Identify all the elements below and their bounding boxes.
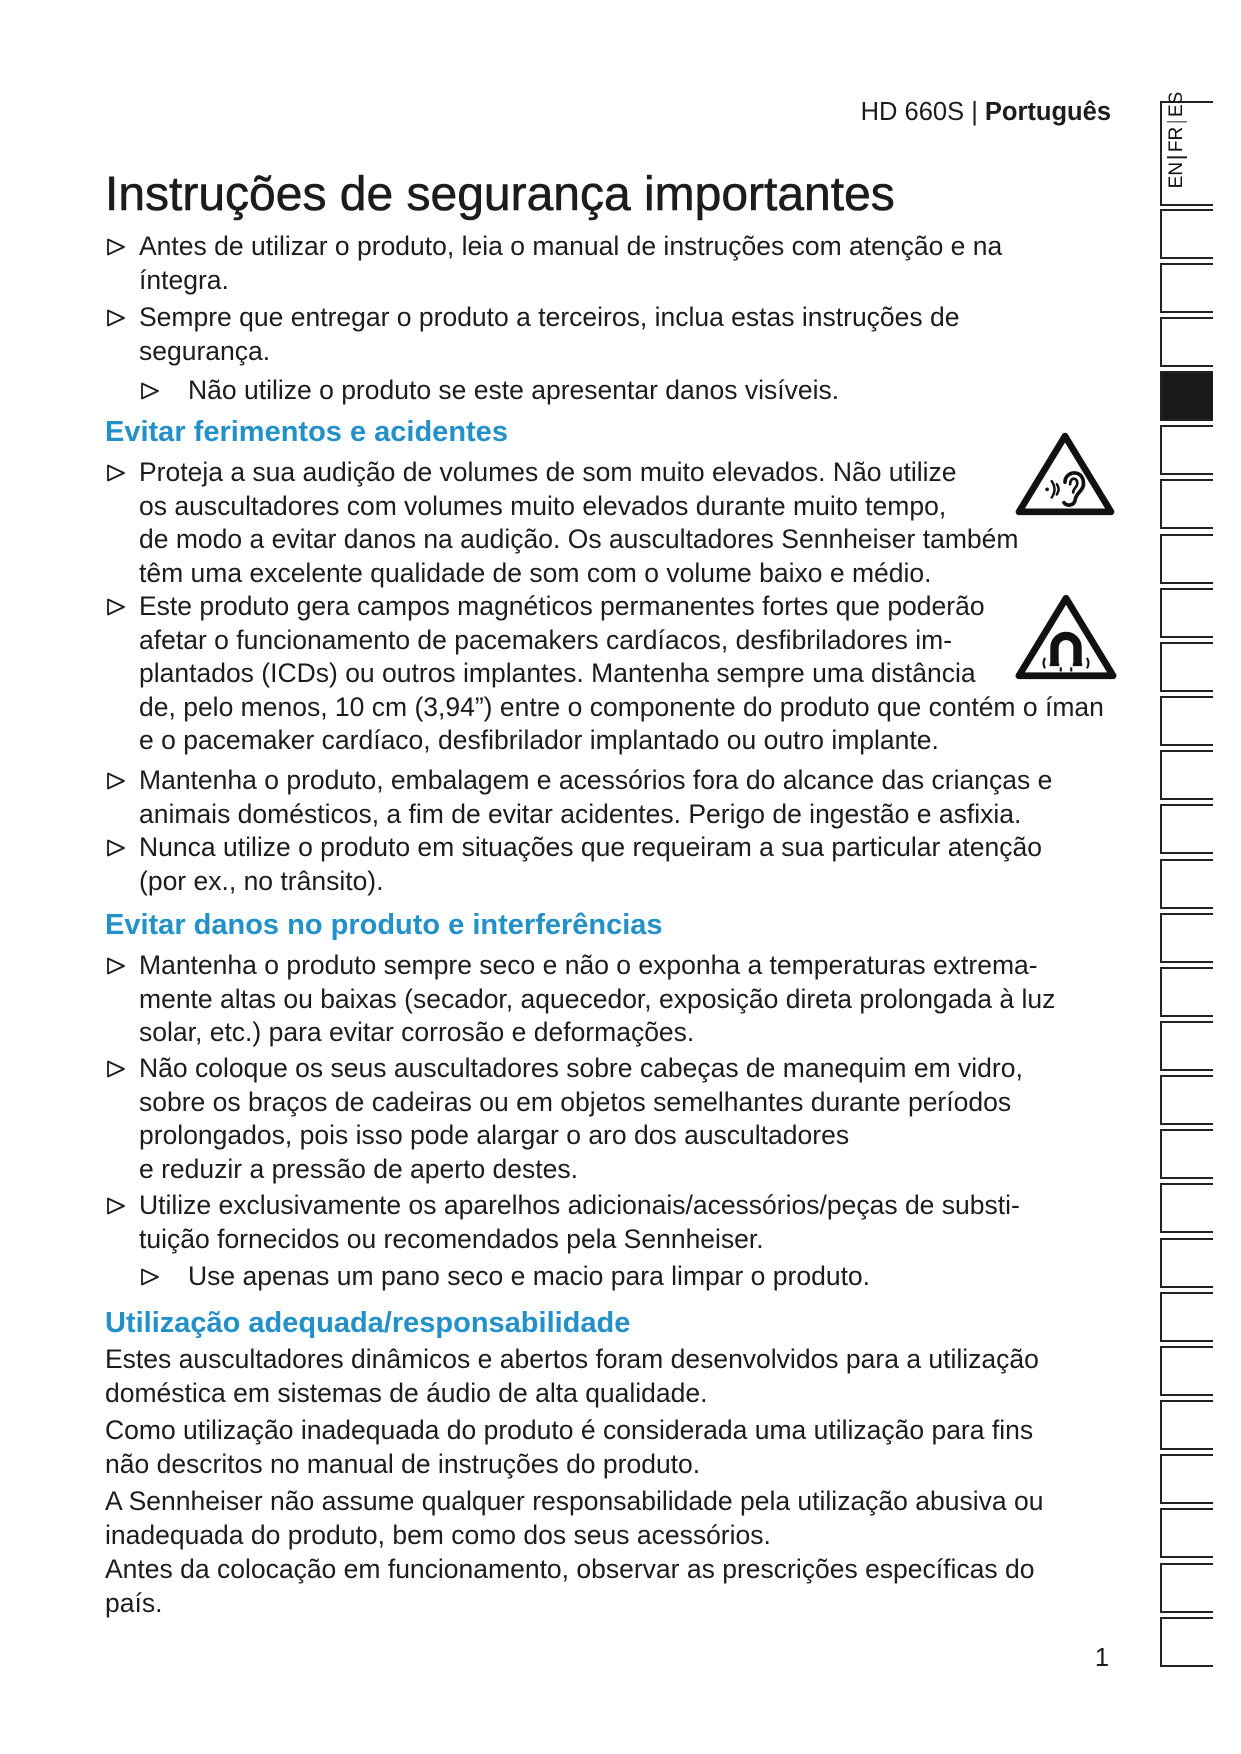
bullet-item bbox=[139, 301, 1139, 368]
bullet-text: Mantenha o produto, embalagem e acessórios fora do alcance das crianças e animais domésticos, a fim de evitar acidentes. Perigo de ingestão e asfixia. bbox=[139, 765, 1053, 829]
magnetic-field-warning-icon bbox=[1012, 592, 1120, 682]
triangle-bullet-icon bbox=[106, 1197, 126, 1215]
language-tab-label bbox=[1166, 92, 1188, 189]
section-heading-damage: Evitar danos no produto e interferências bbox=[105, 909, 663, 941]
language-code: EN bbox=[1166, 161, 1187, 189]
usage-paragraph: Como utilização inadequada do produto é considerada uma utilização para fins não descritos no manual de instruções do produto. bbox=[105, 1415, 1034, 1479]
sub-bullet-item bbox=[188, 374, 1138, 408]
bullet-text: Este produto gera campos magnéticos permanentes fortes que poderão afetar o funcionamento de pacemakers cardíacos, desfibriladores im- plantados (ICDs) ou outros implantes. Mantenha sempre uma distância de, pelo menos, 10 cm (3,94”) entre o componente do produto que contém o íman e o pacemaker cardíaco, desfibrilador implantado ou outro implante. bbox=[139, 591, 1104, 755]
bullet-text: Antes de utilizar o produto, leia o manual de instruções com atenção e na íntegra. bbox=[139, 231, 1003, 295]
section-heading-usage: Utilização adequada/responsabilidade bbox=[105, 1307, 631, 1339]
triangle-bullet-icon bbox=[140, 382, 160, 400]
bullet-item bbox=[139, 230, 1139, 297]
bullet-item bbox=[139, 831, 1139, 898]
sub-bullet-text: Use apenas um pano seco e macio para limpar o produto. bbox=[188, 1261, 871, 1291]
usage-paragraph: A Sennheiser não assume qualquer responsabilidade pela utilização abusiva ou inadequada do produto, bem como dos seus acessórios. bbox=[105, 1486, 1044, 1550]
running-header bbox=[861, 97, 1111, 127]
side-tab bbox=[1160, 1129, 1213, 1179]
side-tab bbox=[1160, 263, 1213, 313]
language-code: ES bbox=[1166, 91, 1187, 118]
side-tab bbox=[1160, 913, 1213, 963]
side-tab bbox=[1160, 1563, 1213, 1613]
triangle-bullet-icon bbox=[140, 1268, 160, 1286]
side-tab bbox=[1160, 425, 1213, 475]
bullet-text: Mantenha o produto sempre seco e não o exponha a temperaturas extrema- mente altas ou baixas (secador, aquecedor, exposição direta prolongada à luz solar, etc.) para evitar corrosão e deformações. bbox=[139, 950, 1056, 1047]
language-separator bbox=[1167, 156, 1187, 158]
triangle-bullet-icon bbox=[106, 464, 126, 482]
bullet-text: Proteja a sua audição de volumes de som muito elevados. Não utilize os auscultadores com volumes muito elevados durante muito tempo, de modo a evitar danos na audição. Os auscultadores Sennheiser também têm uma excelente qualidade de som com o volume baixo e médio. bbox=[139, 457, 1019, 588]
side-tab bbox=[1160, 1021, 1213, 1071]
side-tab bbox=[1160, 1617, 1213, 1667]
usage-paragraph: Antes da colocação em funcionamento, observar as prescrições específicas do país. bbox=[105, 1554, 1035, 1618]
triangle-bullet-icon bbox=[106, 598, 126, 616]
side-tab bbox=[1160, 967, 1213, 1017]
hearing-damage-warning-icon bbox=[1012, 430, 1118, 518]
usage-paragraph: Estes auscultadores dinâmicos e abertos foram desenvolvidos para a utilização doméstica em sistemas de áudio de alta qualidade. bbox=[105, 1344, 1039, 1408]
bullet-text: Não coloque os seus auscultadores sobre cabeças de manequim em vidro, sobre os braços de cadeiras ou em objetos semelhantes durante períodos prolongados, pois isso pode alargar o aro dos auscultadores e reduzir a pressão de aperto destes. bbox=[139, 1053, 1023, 1184]
header-language: Português bbox=[984, 98, 1111, 126]
side-tab bbox=[1160, 750, 1213, 800]
triangle-bullet-icon bbox=[106, 957, 126, 975]
page-title: Instruções de segurança importantes bbox=[105, 168, 895, 221]
language-separator bbox=[1167, 121, 1187, 123]
side-tab bbox=[1160, 1238, 1213, 1288]
side-tab bbox=[1160, 1075, 1213, 1125]
section-heading-injury: Evitar ferimentos e acidentes bbox=[105, 416, 508, 448]
side-tab bbox=[1160, 534, 1213, 584]
triangle-bullet-icon bbox=[106, 839, 126, 857]
language-code: FR bbox=[1166, 126, 1187, 153]
side-tab bbox=[1160, 1346, 1213, 1396]
side-tab bbox=[1160, 1183, 1213, 1233]
bullet-item bbox=[139, 1189, 1139, 1256]
bullet-item bbox=[139, 456, 1139, 590]
side-tab bbox=[1160, 209, 1213, 259]
header-model: HD 660S bbox=[860, 98, 965, 126]
side-tab bbox=[1160, 859, 1213, 909]
page-number: 1 bbox=[1094, 1644, 1109, 1672]
header-separator: | bbox=[971, 98, 978, 126]
bullet-item bbox=[139, 590, 1139, 758]
side-tab bbox=[1160, 479, 1213, 529]
triangle-bullet-icon bbox=[106, 1060, 126, 1078]
bullet-text: Sempre que entregar o produto a terceiros, inclua estas instruções de segurança. bbox=[139, 302, 960, 366]
sub-bullet-text: Não utilize o produto se este apresentar danos visíveis. bbox=[188, 375, 840, 405]
side-tab bbox=[1160, 804, 1213, 854]
bullet-text: Utilize exclusivamente os aparelhos adicionais/acessórios/peças de substi- tuição fornecidos ou recomendados pela Sennheiser. bbox=[139, 1190, 1020, 1254]
triangle-bullet-icon bbox=[106, 309, 126, 327]
bullet-item bbox=[139, 1052, 1139, 1186]
sub-bullet-item bbox=[188, 1260, 1138, 1294]
triangle-bullet-icon bbox=[106, 238, 126, 256]
side-tab bbox=[1160, 588, 1213, 638]
side-tab bbox=[1160, 1292, 1213, 1342]
side-tab-active bbox=[1160, 371, 1213, 421]
side-tab bbox=[1160, 642, 1213, 692]
bullet-item bbox=[139, 949, 1139, 1050]
side-tab bbox=[1160, 1508, 1213, 1558]
side-tab bbox=[1160, 1454, 1213, 1504]
side-tab bbox=[1160, 1400, 1213, 1450]
side-tab bbox=[1160, 696, 1213, 746]
bullet-text: Nunca utilize o produto em situações que requeiram a sua particular atenção (por ex., no trânsito). bbox=[139, 832, 1042, 896]
triangle-bullet-icon bbox=[106, 772, 126, 790]
bullet-item bbox=[139, 764, 1139, 831]
side-tab bbox=[1160, 317, 1213, 367]
